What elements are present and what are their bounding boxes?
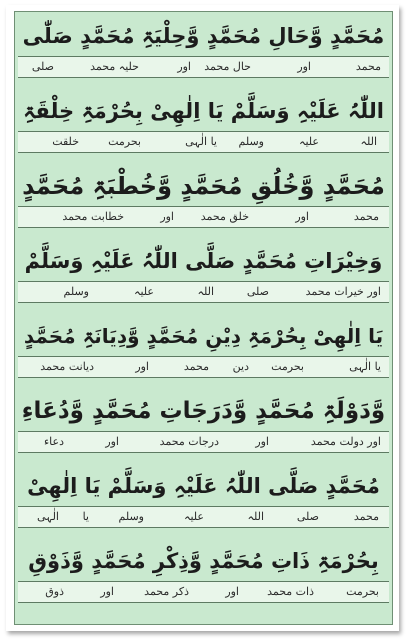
- translation-word: ذات محمد: [267, 585, 314, 598]
- arabic-line: وَّدَوْلَۃِ مُحَمَّدٍ وَّدَرَجَاتِ مُحَمَّدٍ وَّدُعَاءِ: [21, 398, 386, 424]
- arabic-line: مُحَمَّدٍ وَّخُلُقِ مُحَمَّدٍ وَّخُطْبَۃِ مُحَمَّدٍ: [22, 172, 385, 200]
- arabic-line: اللّٰہُ عَلَیْہِ وَسَلَّمْ یَا اِلٰھِیْ بِحُرْمَۃِ خِلْقَۃِ: [23, 99, 384, 123]
- translation-word: اور: [225, 585, 239, 598]
- translation-word: محمد: [183, 360, 209, 373]
- arabic-line: وَخِیْرَاتِ مُحَمَّدٍ صَلَّی اللّٰہُ عَلَیْہِ وَسَلَّمْ: [24, 249, 383, 273]
- translation-word: اور: [177, 60, 191, 73]
- translation-word: صلی: [296, 510, 319, 523]
- translation-word: خلقت: [52, 135, 79, 148]
- translation-word: وسلم: [63, 285, 89, 298]
- translation-word: اللہ: [360, 135, 377, 148]
- translation-word: محمد: [353, 210, 379, 223]
- translation-strip: [18, 56, 389, 78]
- translation-word: اور: [135, 360, 149, 373]
- translation-word: محمد: [355, 60, 381, 73]
- translation-word: اور دولت محمد: [310, 435, 381, 448]
- translation-strip: [18, 206, 389, 228]
- translation-word: دعاء: [44, 435, 64, 448]
- translation-word: وسلم: [238, 135, 264, 148]
- translation-strip: [18, 506, 389, 528]
- translation-strip: [18, 356, 389, 378]
- translation-word: اور: [255, 435, 269, 448]
- translation-strip: [18, 281, 389, 303]
- translation-word: دیانت محمد: [40, 360, 94, 373]
- translation-word: محمد: [353, 510, 379, 523]
- arabic-line: مُحَمَّدٍ وَّحَالِ مُحَمَّدٍ وَّحِلْیَۃِ مُحَمَّدٍ صَلّٰی: [22, 24, 385, 48]
- translation-word: اور: [295, 210, 309, 223]
- translation-word: بحرمت: [271, 360, 304, 373]
- translation-word: اور: [100, 585, 114, 598]
- translation-word: یا الٰہی: [185, 135, 217, 148]
- translation-word: الٰہی: [36, 510, 59, 523]
- translation-word: صلی: [246, 285, 269, 298]
- translation-word: خطابت محمد: [62, 210, 124, 223]
- translation-word: یا الٰہی: [349, 360, 381, 373]
- translation-word: اور: [297, 60, 311, 73]
- translation-word: اللہ: [247, 510, 264, 523]
- translation-word: درجات محمد: [159, 435, 219, 448]
- translation-word: ذکر محمد: [144, 585, 189, 598]
- translation-word: ذوق: [45, 585, 64, 598]
- translation-word: حلیہ محمد: [90, 60, 139, 73]
- translation-word: خلق محمد: [200, 210, 249, 223]
- translation-word: اور خیرات محمد: [305, 285, 381, 298]
- translation-word: وسلم: [118, 510, 144, 523]
- translation-strip: [18, 581, 389, 603]
- translation-word: اور: [160, 210, 174, 223]
- translation-strip: [18, 131, 389, 153]
- translation-strip: [18, 431, 389, 453]
- translation-word: علیہ: [184, 510, 204, 523]
- translation-word: بحرمت: [346, 585, 379, 598]
- translation-word: اللہ: [197, 285, 214, 298]
- arabic-line: مُحَمَّدٍ صَلَّی اللّٰہُ عَلَیْہِ وَسَلَّمْ یَا اِلٰھِیْ: [27, 474, 380, 498]
- translation-word: یا: [82, 510, 89, 523]
- prayer-page: [14, 11, 393, 625]
- translation-word: صلی: [31, 60, 54, 73]
- arabic-line: یَا اِلٰھِیْ بِحُرْمَۃِ دِیْنِ مُحَمَّدٍ وَّدِیَانَۃِ مُحَمَّدٍ: [23, 324, 384, 348]
- translation-word: حال محمد: [204, 60, 251, 73]
- translation-word: اور: [105, 435, 119, 448]
- translation-word: دین: [232, 360, 249, 373]
- arabic-line: بِحُرْمَۃِ ذَاتِ مُحَمَّدٍ وَّذِکْرِ مُحَمَّدٍ وَّذَوْقِ: [28, 549, 379, 573]
- translation-word: علیہ: [134, 285, 154, 298]
- translation-word: بحرمت: [108, 135, 141, 148]
- translation-word: علیہ: [299, 135, 319, 148]
- photo-frame: [6, 5, 399, 631]
